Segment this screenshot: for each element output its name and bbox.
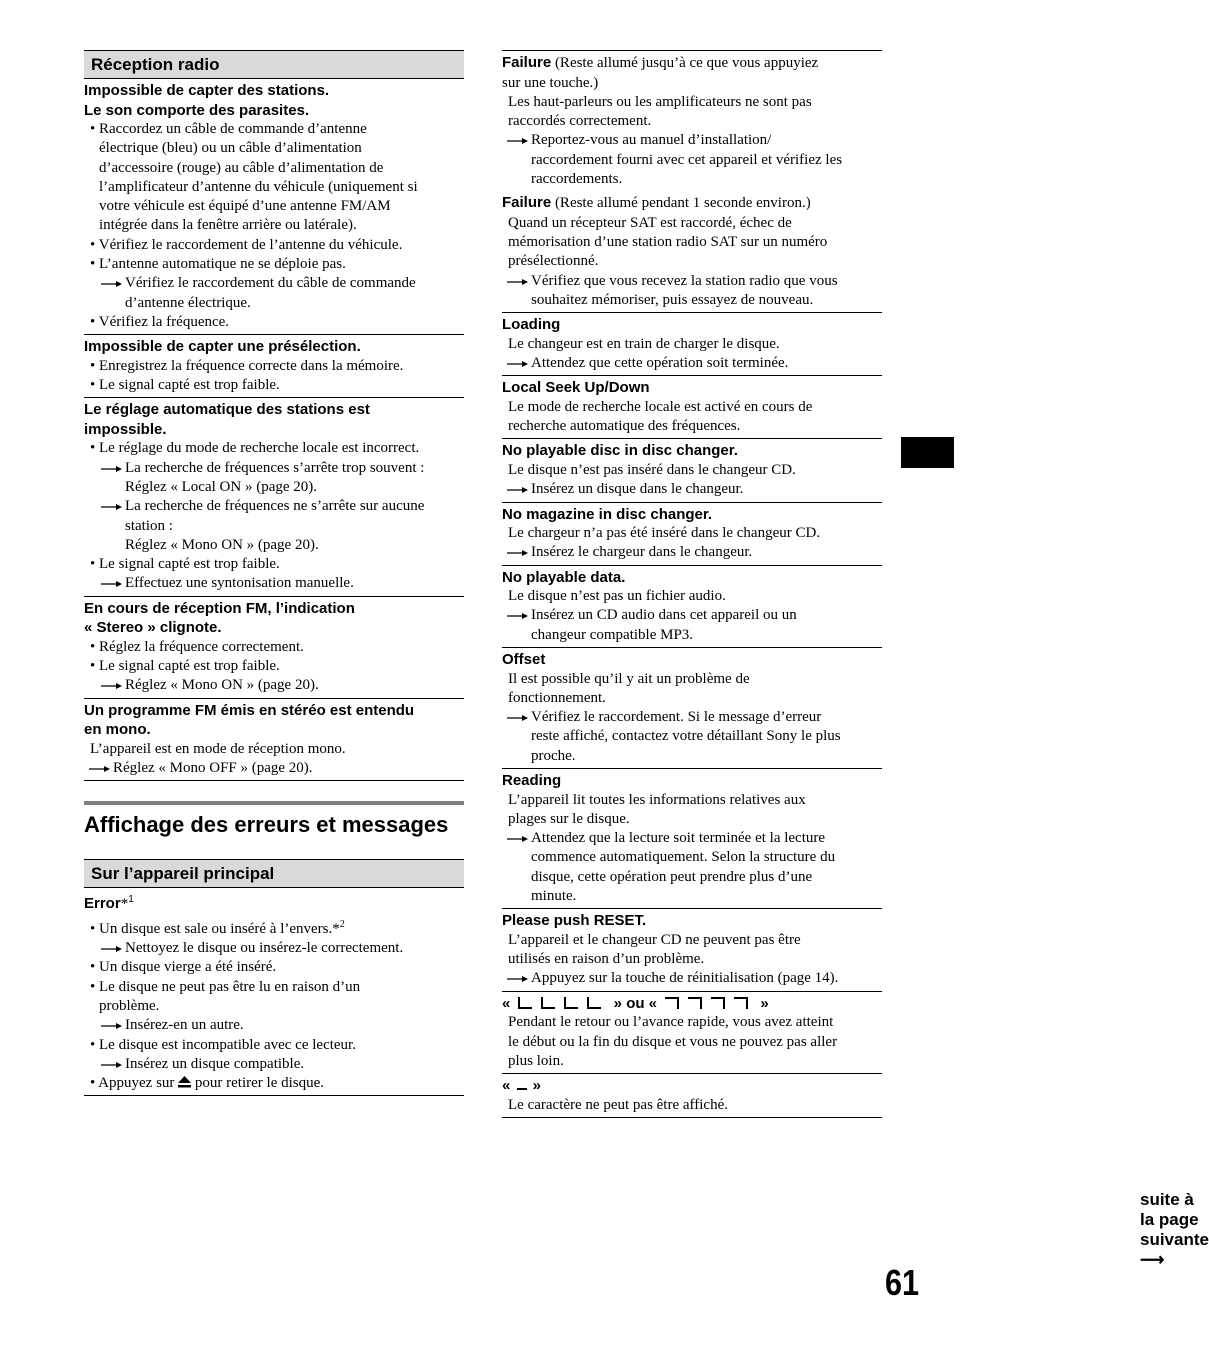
- text-line: [84, 139, 464, 158]
- text-line: [502, 587, 882, 606]
- title-part: »: [756, 994, 769, 1012]
- line-text: L’appareil est en mode de réception mono.: [90, 740, 346, 757]
- radio-entry: [84, 699, 464, 782]
- text-line: [84, 536, 464, 555]
- text-line: [502, 112, 882, 131]
- text-line: [502, 848, 882, 867]
- text-line: [502, 727, 882, 746]
- entry-title-note: (Reste allumé pendant 1 seconde environ.): [551, 195, 811, 212]
- text-line: [502, 131, 882, 150]
- text-line: [502, 829, 882, 848]
- line-text: recherche automatique des fréquences.: [508, 418, 741, 435]
- line-text: • Raccordez un câble de commande d’antenne: [90, 121, 367, 137]
- entry-title-text: Error: [84, 895, 121, 913]
- line-text: Réglez « Local ON » (page 20).: [125, 478, 318, 495]
- entry-title: « Stereo » clignote.: [84, 619, 222, 637]
- text-line: [502, 1013, 882, 1032]
- radio-entry: [84, 335, 464, 398]
- entry-title: [502, 505, 882, 525]
- entry-title-text: Failure: [502, 54, 552, 71]
- line-text: Insérez un disque compatible.: [125, 1055, 305, 1072]
- text-line: [502, 931, 882, 950]
- arrow-right-icon: [101, 574, 123, 588]
- line-text: Attendez que la lecture soit terminée et la lecture: [531, 830, 826, 847]
- radio-entries: [84, 79, 464, 781]
- entry-title: [502, 771, 882, 791]
- text-line: [84, 294, 464, 313]
- text-line: [502, 626, 882, 645]
- text-line: [502, 543, 882, 562]
- line-text: plus loin.: [508, 1053, 564, 1070]
- entry-title-text: Loading: [502, 316, 561, 334]
- text-line: [84, 255, 464, 274]
- entry-title: [502, 193, 882, 214]
- message-entry: [502, 769, 882, 909]
- line-text: raccordements.: [531, 170, 623, 187]
- line-text: station :: [125, 517, 173, 534]
- text-line: [84, 1055, 464, 1074]
- arrow-right-icon: [507, 969, 529, 983]
- line-text: fonctionnement.: [508, 689, 606, 706]
- line-text: • Réglez la fréquence correctement.: [90, 638, 304, 655]
- line-text: souhaitez mémoriser, puis essayez de nouveau.: [531, 291, 814, 308]
- text-line: [84, 376, 464, 395]
- message-entry: [502, 909, 882, 991]
- message-entry: [502, 503, 882, 566]
- line-text: raccordés correctement.: [508, 113, 652, 130]
- line-text: • Le réglage du mode de recherche locale est incorrect.: [90, 440, 420, 457]
- text-line: [502, 670, 882, 689]
- entry-title-text: Local Seek Up/Down: [502, 379, 650, 397]
- text-line: [502, 606, 882, 625]
- line-text: Nettoyez le disque ou insérez-le correctement.: [125, 940, 404, 957]
- line-text: Attendez que cette opération soit terminée.: [531, 355, 789, 372]
- text-line: [502, 461, 882, 480]
- text-line: [502, 524, 882, 543]
- text-line: [84, 1074, 464, 1093]
- main-unit-header: Sur l’appareil principal: [84, 859, 464, 888]
- title-part: » ou «: [609, 994, 662, 1012]
- line-text: • Enregistrez la fréquence correcte dans la mémoire.: [90, 357, 404, 374]
- entry-title-text: Failure: [502, 194, 552, 212]
- entry-title-note: (Reste allumé jusqu’à ce que vous appuyiez: [551, 55, 819, 71]
- text-line: [502, 1052, 882, 1071]
- line-text: L’appareil et le changeur CD ne peuvent pas être: [508, 931, 801, 948]
- line-text: Insérez le chargeur dans le changeur.: [531, 544, 753, 561]
- line-text: Réglez « Mono ON » (page 20).: [125, 536, 319, 553]
- line-text: Quand un récepteur SAT est raccordé, échec de: [508, 214, 792, 231]
- arrow-right-icon: [507, 272, 529, 286]
- text-line: [502, 950, 882, 969]
- text-line: [502, 398, 882, 417]
- line-text: • Vérifiez le raccordement de l’antenne du véhicule.: [90, 236, 403, 253]
- line-text: raccordement fourni avec cet appareil et vérifiez les: [531, 151, 843, 168]
- line-text: électrique (bleu) ou un câble d’alimentation: [99, 140, 362, 157]
- text-line: [84, 1016, 464, 1035]
- line-text: • Le disque est incompatible avec ce lecteur.: [90, 1036, 356, 1053]
- line-text: Insérez un CD audio dans cet appareil ou un: [531, 607, 797, 624]
- error-entry: [84, 888, 464, 1096]
- line-text: sur une touche.): [502, 74, 599, 91]
- radio-entry: [84, 597, 464, 699]
- line-text: l’amplificateur d’antenne du véhicule (uniquement si: [99, 178, 418, 195]
- text-line: [84, 497, 464, 516]
- entry-title: En cours de réception FM, l’indication: [84, 599, 355, 617]
- text-line: [84, 939, 464, 958]
- line-text: d’antenne électrique.: [125, 294, 251, 311]
- arrow-right-icon: [101, 459, 123, 473]
- text-line: [502, 291, 882, 310]
- arrow-right-icon: [101, 497, 123, 511]
- entry-title: [502, 650, 882, 670]
- text-line: [84, 676, 464, 695]
- line-text: L’appareil lit toutes les informations relatives aux: [508, 791, 806, 808]
- arrow-right-icon: [89, 759, 111, 773]
- entry-title: Impossible de capter une présélection.: [84, 338, 361, 356]
- line-text: • Appuyez sur: [90, 1075, 179, 1092]
- arrow-right-icon: [507, 131, 529, 145]
- line-text: proche.: [531, 747, 576, 764]
- section-title: Affichage des erreurs et messages: [84, 801, 464, 839]
- entry-title-text: No magazine in disc changer.: [502, 505, 713, 523]
- text-line: [502, 1033, 882, 1052]
- line-text: minute.: [531, 888, 577, 904]
- text-line: [502, 791, 882, 810]
- text-line: [502, 74, 882, 93]
- text-line: [84, 759, 464, 778]
- line-text: Le chargeur n’a pas été inséré dans le changeur CD.: [508, 525, 821, 542]
- message-entry: [502, 439, 882, 502]
- entry-title: [502, 911, 882, 931]
- continued-note: suite à la page suivante ⟶: [1140, 1190, 1209, 1269]
- footnote-asterisk: *: [120, 896, 129, 913]
- line-text: Vérifiez le raccordement. Si le message d’erreur: [531, 709, 822, 726]
- line-text: • Vérifiez la fréquence.: [90, 313, 230, 330]
- line-text: Réglez « Mono ON » (page 20).: [125, 677, 319, 694]
- text-line: [84, 313, 464, 332]
- title-part: «: [502, 1077, 515, 1095]
- entry-title: Le son comporte des parasites.: [84, 101, 310, 119]
- arrow-right-icon: [101, 1055, 123, 1069]
- entry-title: impossible.: [84, 420, 167, 438]
- entry-title-text: Reading: [502, 772, 562, 790]
- entry-title-text: Please push RESET.: [502, 912, 647, 930]
- entry-title: en mono.: [84, 721, 151, 739]
- line-text: problème.: [99, 997, 160, 1014]
- line-text: présélectionné.: [508, 253, 599, 270]
- line-text: • L’antenne automatique ne se déploie pas.: [90, 256, 346, 273]
- text-line: [502, 170, 882, 189]
- line-text: • Le disque ne peut pas être lu en raison d’un: [90, 978, 361, 995]
- footnote-mark: 2: [339, 918, 345, 930]
- text-line: [502, 708, 882, 727]
- line-text: Le changeur est en train de charger le disque.: [508, 335, 780, 352]
- text-line: [502, 1096, 882, 1115]
- line-text: Insérez un disque dans le changeur.: [531, 481, 744, 498]
- text-line: [502, 151, 882, 170]
- line-text: Le disque n’est pas un fichier audio.: [508, 588, 726, 605]
- right-entries: [502, 50, 882, 1118]
- line-text: Reportez-vous au manuel d’installation/: [531, 132, 772, 149]
- entry-title: Le réglage automatique des stations est: [84, 401, 370, 419]
- entry-title: [84, 890, 464, 915]
- chapter-tab-marker: [901, 437, 954, 468]
- entry-title: [502, 315, 882, 335]
- line-text: plages sur le disque.: [508, 810, 630, 827]
- text-line: [84, 958, 464, 977]
- arrow-right-icon: [507, 708, 529, 722]
- text-line: [84, 574, 464, 593]
- entry-title: [502, 53, 882, 74]
- entry-title-text: Offset: [502, 651, 546, 669]
- eject-icon: [178, 1075, 191, 1091]
- entry-title: Impossible de capter des stations.: [84, 82, 330, 99]
- line-text: Vérifiez que vous recevez la station radio que vous: [531, 272, 838, 289]
- message-entry: [502, 1074, 882, 1118]
- text-line: [84, 357, 464, 376]
- line-text: • Un disque vierge a été inséré.: [90, 959, 277, 976]
- text-line: [502, 689, 882, 708]
- arrow-right-icon: [507, 354, 529, 368]
- line-text: Les haut-parleurs ou les amplificateurs ne sont pas: [508, 93, 812, 110]
- entry-title: [502, 1076, 882, 1096]
- line-text: utilisés en raison d’un problème.: [508, 951, 705, 968]
- line-text: • Un disque est sale ou inséré à l’envers.*: [90, 920, 340, 937]
- text-line: [84, 120, 464, 139]
- line-text: Vérifiez le raccordement du câble de commande: [125, 275, 416, 292]
- text-line: [84, 439, 464, 458]
- text-line: [502, 233, 882, 252]
- arrow-right-icon: [507, 829, 529, 843]
- line-text: changeur compatible MP3.: [531, 626, 694, 643]
- line-text: Le caractère ne peut pas être affiché.: [508, 1097, 728, 1114]
- line-text: d’accessoire (rouge) au câble d’alimentation de: [99, 159, 384, 176]
- line-text: Effectuez une syntonisation manuelle.: [125, 575, 354, 592]
- entry-title: [502, 568, 882, 588]
- radio-entry: [84, 79, 464, 335]
- arrow-right-icon: [101, 1016, 123, 1030]
- entry-title: [502, 441, 882, 461]
- arrow-right-icon: [101, 676, 123, 690]
- line-text: le début ou la fin du disque et vous ne pouvez pas aller: [508, 1033, 838, 1050]
- line-text: La recherche de fréquences ne s’arrête sur aucune: [125, 498, 425, 515]
- text-line: [84, 638, 464, 657]
- text-line: [84, 178, 464, 197]
- title-part: »: [528, 1077, 542, 1095]
- entry-title: [502, 378, 882, 398]
- line-text: pour retirer le disque.: [191, 1075, 325, 1092]
- text-line: [502, 335, 882, 354]
- title-part: «: [502, 994, 515, 1012]
- arrow-right-icon: [101, 274, 123, 288]
- text-line: [502, 272, 882, 291]
- text-line: [84, 978, 464, 997]
- text-line: [502, 93, 882, 112]
- text-line: [502, 969, 882, 988]
- line-text: • Le signal capté est trop faible.: [90, 658, 280, 675]
- text-line: [84, 478, 464, 497]
- left-column: [84, 50, 464, 1096]
- text-line: [84, 740, 464, 759]
- line-text: Appuyez sur la touche de réinitialisation (page 14).: [531, 970, 839, 987]
- line-text: commence automatiquement. Selon la structure du: [531, 849, 836, 866]
- line-text: votre véhicule est équipé d’une antenne FM/AM: [99, 198, 391, 215]
- message-entry: [502, 648, 882, 769]
- text-line: [84, 459, 464, 478]
- entry-title-text: No playable disc in disc changer.: [502, 442, 738, 460]
- text-line: [502, 354, 882, 373]
- text-line: [84, 915, 464, 939]
- text-line: [84, 216, 464, 235]
- line-text: mémorisation d’une station radio SAT sur un numéro: [508, 234, 828, 251]
- line-text: La recherche de fréquences s’arrête trop souvent :: [125, 459, 425, 476]
- line-text: Insérez-en un autre.: [125, 1017, 244, 1034]
- text-line: [84, 197, 464, 216]
- arrow-right-icon: [101, 939, 123, 953]
- text-line: [502, 214, 882, 233]
- text-line: [84, 657, 464, 676]
- footnote-mark: 1: [128, 894, 134, 906]
- entry-title: [502, 994, 882, 1014]
- text-line: [84, 517, 464, 536]
- line-text: disque, cette opération peut prendre plus d’une: [531, 868, 813, 885]
- entry-title-text: No playable data.: [502, 568, 626, 586]
- text-line: [502, 417, 882, 436]
- text-line: [84, 236, 464, 255]
- message-entry: [502, 566, 882, 648]
- text-line: [502, 252, 882, 271]
- text-line: [84, 1036, 464, 1055]
- entry-title: Un programme FM émis en stéréo est entendu: [84, 701, 415, 719]
- text-line: [84, 274, 464, 293]
- message-entry: [502, 50, 882, 191]
- arrow-right-icon: [507, 480, 529, 494]
- line-text: • Le signal capté est trop faible.: [90, 377, 280, 394]
- right-column: [502, 50, 1209, 1269]
- line-text: intégrée dans la fenêtre arrière ou latérale).: [99, 217, 357, 234]
- text-line: [502, 480, 882, 499]
- line-text: reste affiché, contactez votre détaillant Sony le plus: [531, 728, 841, 745]
- message-entry: [502, 992, 882, 1075]
- track-end-glyphs-icon: [661, 994, 756, 1014]
- text-line: [502, 887, 882, 906]
- undisplayable-char-icon: [515, 1077, 529, 1097]
- line-text: Pendant le retour ou l’avance rapide, vous avez atteint: [508, 1014, 834, 1031]
- text-line: [84, 997, 464, 1016]
- radio-entry: [84, 398, 464, 596]
- message-entry: [502, 191, 882, 313]
- radio-section-header: Réception radio: [84, 50, 464, 79]
- arrow-right-icon: [507, 606, 529, 620]
- line-text: Il est possible qu’il y ait un problème de: [508, 670, 750, 687]
- text-line: [84, 159, 464, 178]
- line-text: Le disque n’est pas inséré dans le changeur CD.: [508, 461, 796, 478]
- message-entry: [502, 376, 882, 439]
- text-line: [502, 747, 882, 766]
- line-text: Réglez « Mono OFF » (page 20).: [113, 759, 313, 776]
- text-line: [84, 555, 464, 574]
- arrow-right-icon: [507, 543, 529, 557]
- line-text: • Le signal capté est trop faible.: [90, 556, 280, 573]
- text-line: [502, 810, 882, 829]
- arrow-right-icon: ⟶: [1140, 1250, 1165, 1269]
- track-start-glyphs-icon: [515, 994, 610, 1014]
- message-entry: [502, 313, 882, 376]
- line-text: Le mode de recherche locale est activé en cours de: [508, 398, 813, 415]
- page-number: 61: [885, 1262, 920, 1303]
- text-line: [502, 868, 882, 887]
